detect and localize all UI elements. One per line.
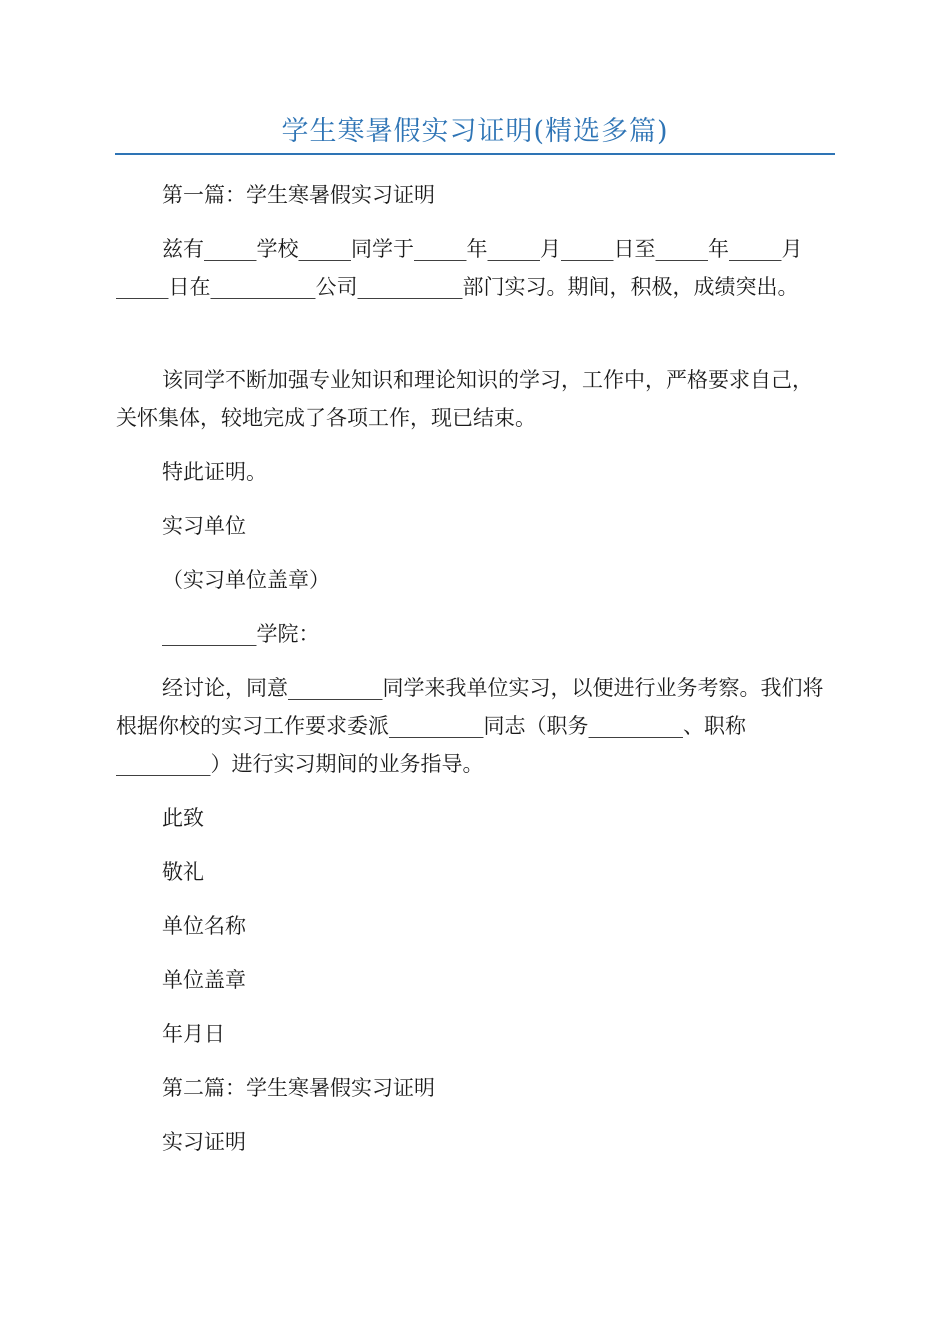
- title-underline: [115, 153, 835, 155]
- paragraph-unit-seal: （实习单位盖章）: [162, 568, 330, 592]
- paragraph-certificate: 实习证明: [162, 1130, 246, 1154]
- paragraph-internship-dates: 兹有_____学校_____同学于_____年_____月_____日至_____年_____月_____日在__________公司__________部门实习。期间，积极，成绩突出。: [116, 237, 803, 299]
- paragraph-cizhi: 此致: [162, 806, 204, 830]
- document-title: 学生寒暑假实习证明(精选多篇): [281, 116, 669, 147]
- paragraph-jingli: 敬礼: [162, 860, 204, 884]
- paragraph-unit: 实习单位: [162, 514, 246, 538]
- paragraph-agreement: 经讨论，同意_________同学来我单位实习，以便进行业务考察。我们将根据你校的实习工作要求委派_________同志（职务_________、职称_________）进行实习期间的业务指导。: [116, 676, 824, 776]
- paragraph-certify: 特此证明。: [162, 460, 267, 484]
- section-heading-1: 第一篇：学生寒暑假实习证明: [162, 183, 435, 207]
- paragraph-performance: 该同学不断加强专业知识和理论知识的学习，工作中，严格要求自己，关怀集体，较地完成了各项工作，现已结束。: [116, 368, 813, 430]
- paragraph-unit-stamp: 单位盖章: [162, 968, 246, 992]
- paragraph-date: 年月日: [162, 1022, 225, 1046]
- section-heading-2: 第二篇：学生寒暑假实习证明: [162, 1076, 435, 1100]
- paragraph-college: _________学院：: [162, 622, 320, 646]
- paragraph-unit-name: 单位名称: [162, 914, 246, 938]
